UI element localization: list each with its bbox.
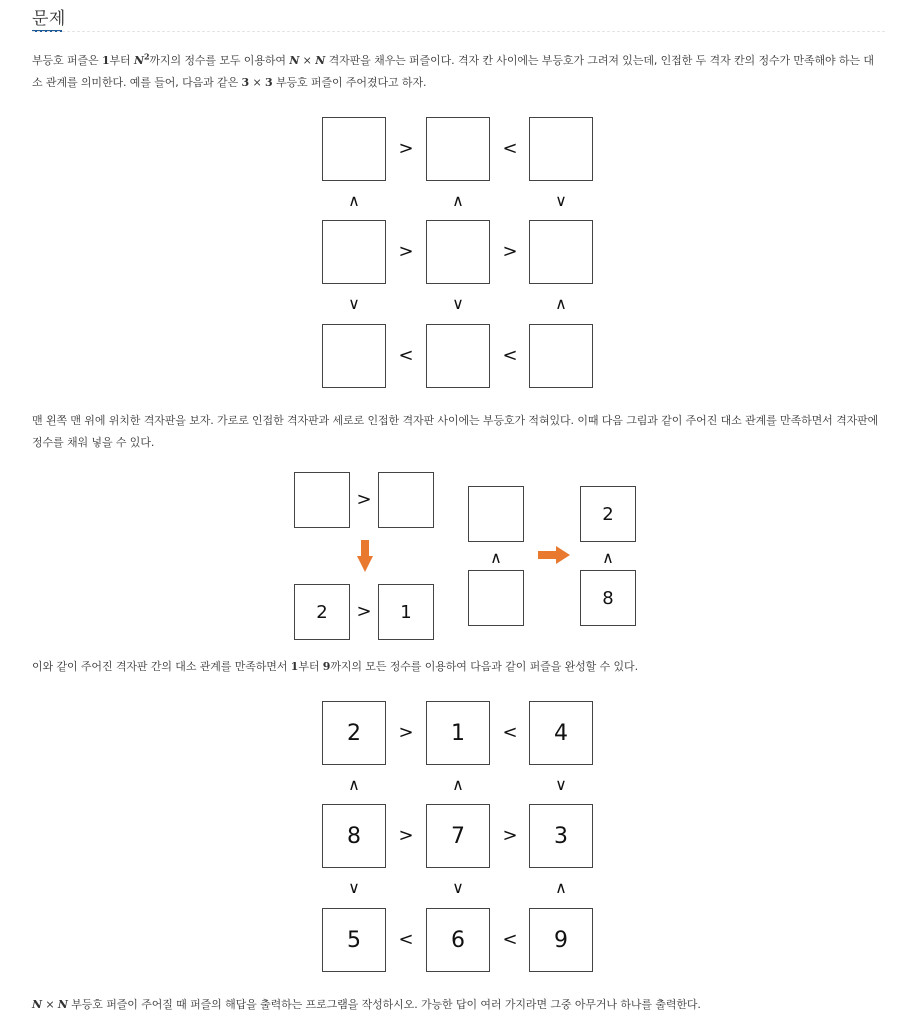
example-h-right-empty — [378, 472, 434, 528]
text: 격자판을 채우는 퍼즐이다. 격자 칸 사이에는 부등호가 그려져 있는데, 인접한 두 격자 칸의 정수가 만족해야 하는 대소 관계를 의미한다. 예를 들어, 다음과 같은 — [32, 54, 874, 89]
column-inequality: ∨ — [555, 775, 567, 794]
math-N: N — [32, 998, 42, 1011]
text: 부등호 퍼즐이 주어졌다고 하자. — [272, 76, 427, 89]
text: 이와 같이 주어진 격자판 간의 대소 관계를 만족하면서 — [32, 660, 291, 673]
row-inequality: < — [398, 929, 414, 950]
grid-cell — [529, 220, 593, 284]
text: 까지의 모든 정수를 이용하여 다음과 같이 퍼즐을 완성할 수 있다. — [330, 660, 638, 673]
column-inequality: ∧ — [555, 294, 567, 313]
column-inequality: ∨ — [452, 294, 464, 313]
row-inequality: > — [502, 241, 518, 262]
row-inequality: < — [502, 929, 518, 950]
arrow-right-icon — [538, 546, 570, 564]
text: 부터 — [298, 660, 323, 673]
grid-cell — [426, 220, 490, 284]
title-divider — [32, 31, 885, 32]
grid-cell — [322, 220, 386, 284]
grid-cell: 1 — [426, 701, 490, 765]
math-N: N — [289, 54, 300, 67]
grid-cell: 9 — [529, 908, 593, 972]
row-inequality: > — [398, 825, 414, 846]
text: 까지의 정수를 모두 이용하여 — [149, 54, 290, 67]
paragraph-example: 맨 왼쪽 맨 위에 위치한 격자판을 보자. 가로로 인접한 격자판과 세로로 인접한 격자판 사이에는 부등호가 적혀있다. 이때 다음 그림과 같이 주어진 대소 관계를 만족하면서 격자판에 정수를 채워 넣을 수 있다. — [32, 414, 879, 449]
math-3: 3 — [265, 76, 273, 89]
grid-cell — [322, 324, 386, 388]
grid-cell: 7 — [426, 804, 490, 868]
column-inequality: ∧ — [452, 775, 464, 794]
grid-cell: 8 — [322, 804, 386, 868]
example-v-bottom-filled: 8 — [580, 570, 636, 626]
text: 부등호 퍼즐은 — [32, 54, 102, 67]
row-inequality: > — [398, 241, 414, 262]
paragraph-task — [32, 994, 884, 1016]
paragraph-solution — [32, 656, 884, 678]
grid-cell: 6 — [426, 908, 490, 972]
example-h-ineq-bottom: > — [356, 601, 372, 622]
math-N: N — [315, 54, 326, 67]
math-9: 9 — [322, 660, 331, 673]
math-N: N — [133, 54, 144, 67]
grid-cell: 3 — [529, 804, 593, 868]
grid-cell: 4 — [529, 701, 593, 765]
example-v-top-filled: 2 — [580, 486, 636, 542]
row-inequality: < — [502, 722, 518, 743]
math-times: × — [249, 76, 265, 89]
example-v-ineq-right: ∧ — [602, 548, 614, 567]
grid-cell — [322, 117, 386, 181]
math-1: 1 — [101, 54, 110, 67]
column-inequality: ∨ — [452, 878, 464, 897]
example-h-ineq-top: > — [356, 489, 372, 510]
math-exponent: 2 — [143, 51, 150, 62]
column-inequality: ∨ — [348, 878, 360, 897]
math-N: N — [57, 998, 68, 1011]
example-h-left-filled: 2 — [294, 584, 350, 640]
column-inequality: ∧ — [555, 878, 567, 897]
math-1: 1 — [290, 660, 299, 673]
row-inequality: > — [502, 825, 518, 846]
grid-cell: 5 — [322, 908, 386, 972]
column-inequality: ∨ — [555, 191, 567, 210]
row-inequality: < — [502, 345, 518, 366]
row-inequality: < — [502, 138, 518, 159]
grid-cell — [426, 324, 490, 388]
grid-cell — [426, 117, 490, 181]
arrow-down-icon — [357, 540, 373, 572]
math-times: × — [299, 54, 316, 67]
text: 부등호 퍼즐이 주어질 때 퍼즐의 해답을 출력하는 프로그램을 작성하시오. 가능한 답이 여러 가지라면 그중 아무거나 하나를 출력한다. — [67, 998, 701, 1011]
example-v-ineq-left: ∧ — [490, 548, 502, 567]
grid-cell: 2 — [322, 701, 386, 765]
example-v-bottom-empty — [468, 570, 524, 626]
example-v-top-empty — [468, 486, 524, 542]
row-inequality: > — [398, 138, 414, 159]
row-inequality: < — [398, 345, 414, 366]
section-title: 문제 — [32, 9, 66, 29]
column-inequality: ∧ — [348, 775, 360, 794]
grid-cell — [529, 117, 593, 181]
column-inequality: ∧ — [348, 191, 360, 210]
text: 부터 — [109, 54, 134, 67]
column-inequality: ∧ — [452, 191, 464, 210]
grid-cell — [529, 324, 593, 388]
math-times: × — [41, 998, 58, 1011]
row-inequality: > — [398, 722, 414, 743]
example-h-left-empty — [294, 472, 350, 528]
paragraph-intro — [32, 50, 884, 94]
math-3: 3 — [241, 76, 250, 89]
example-h-right-filled: 1 — [378, 584, 434, 640]
column-inequality: ∨ — [348, 294, 360, 313]
